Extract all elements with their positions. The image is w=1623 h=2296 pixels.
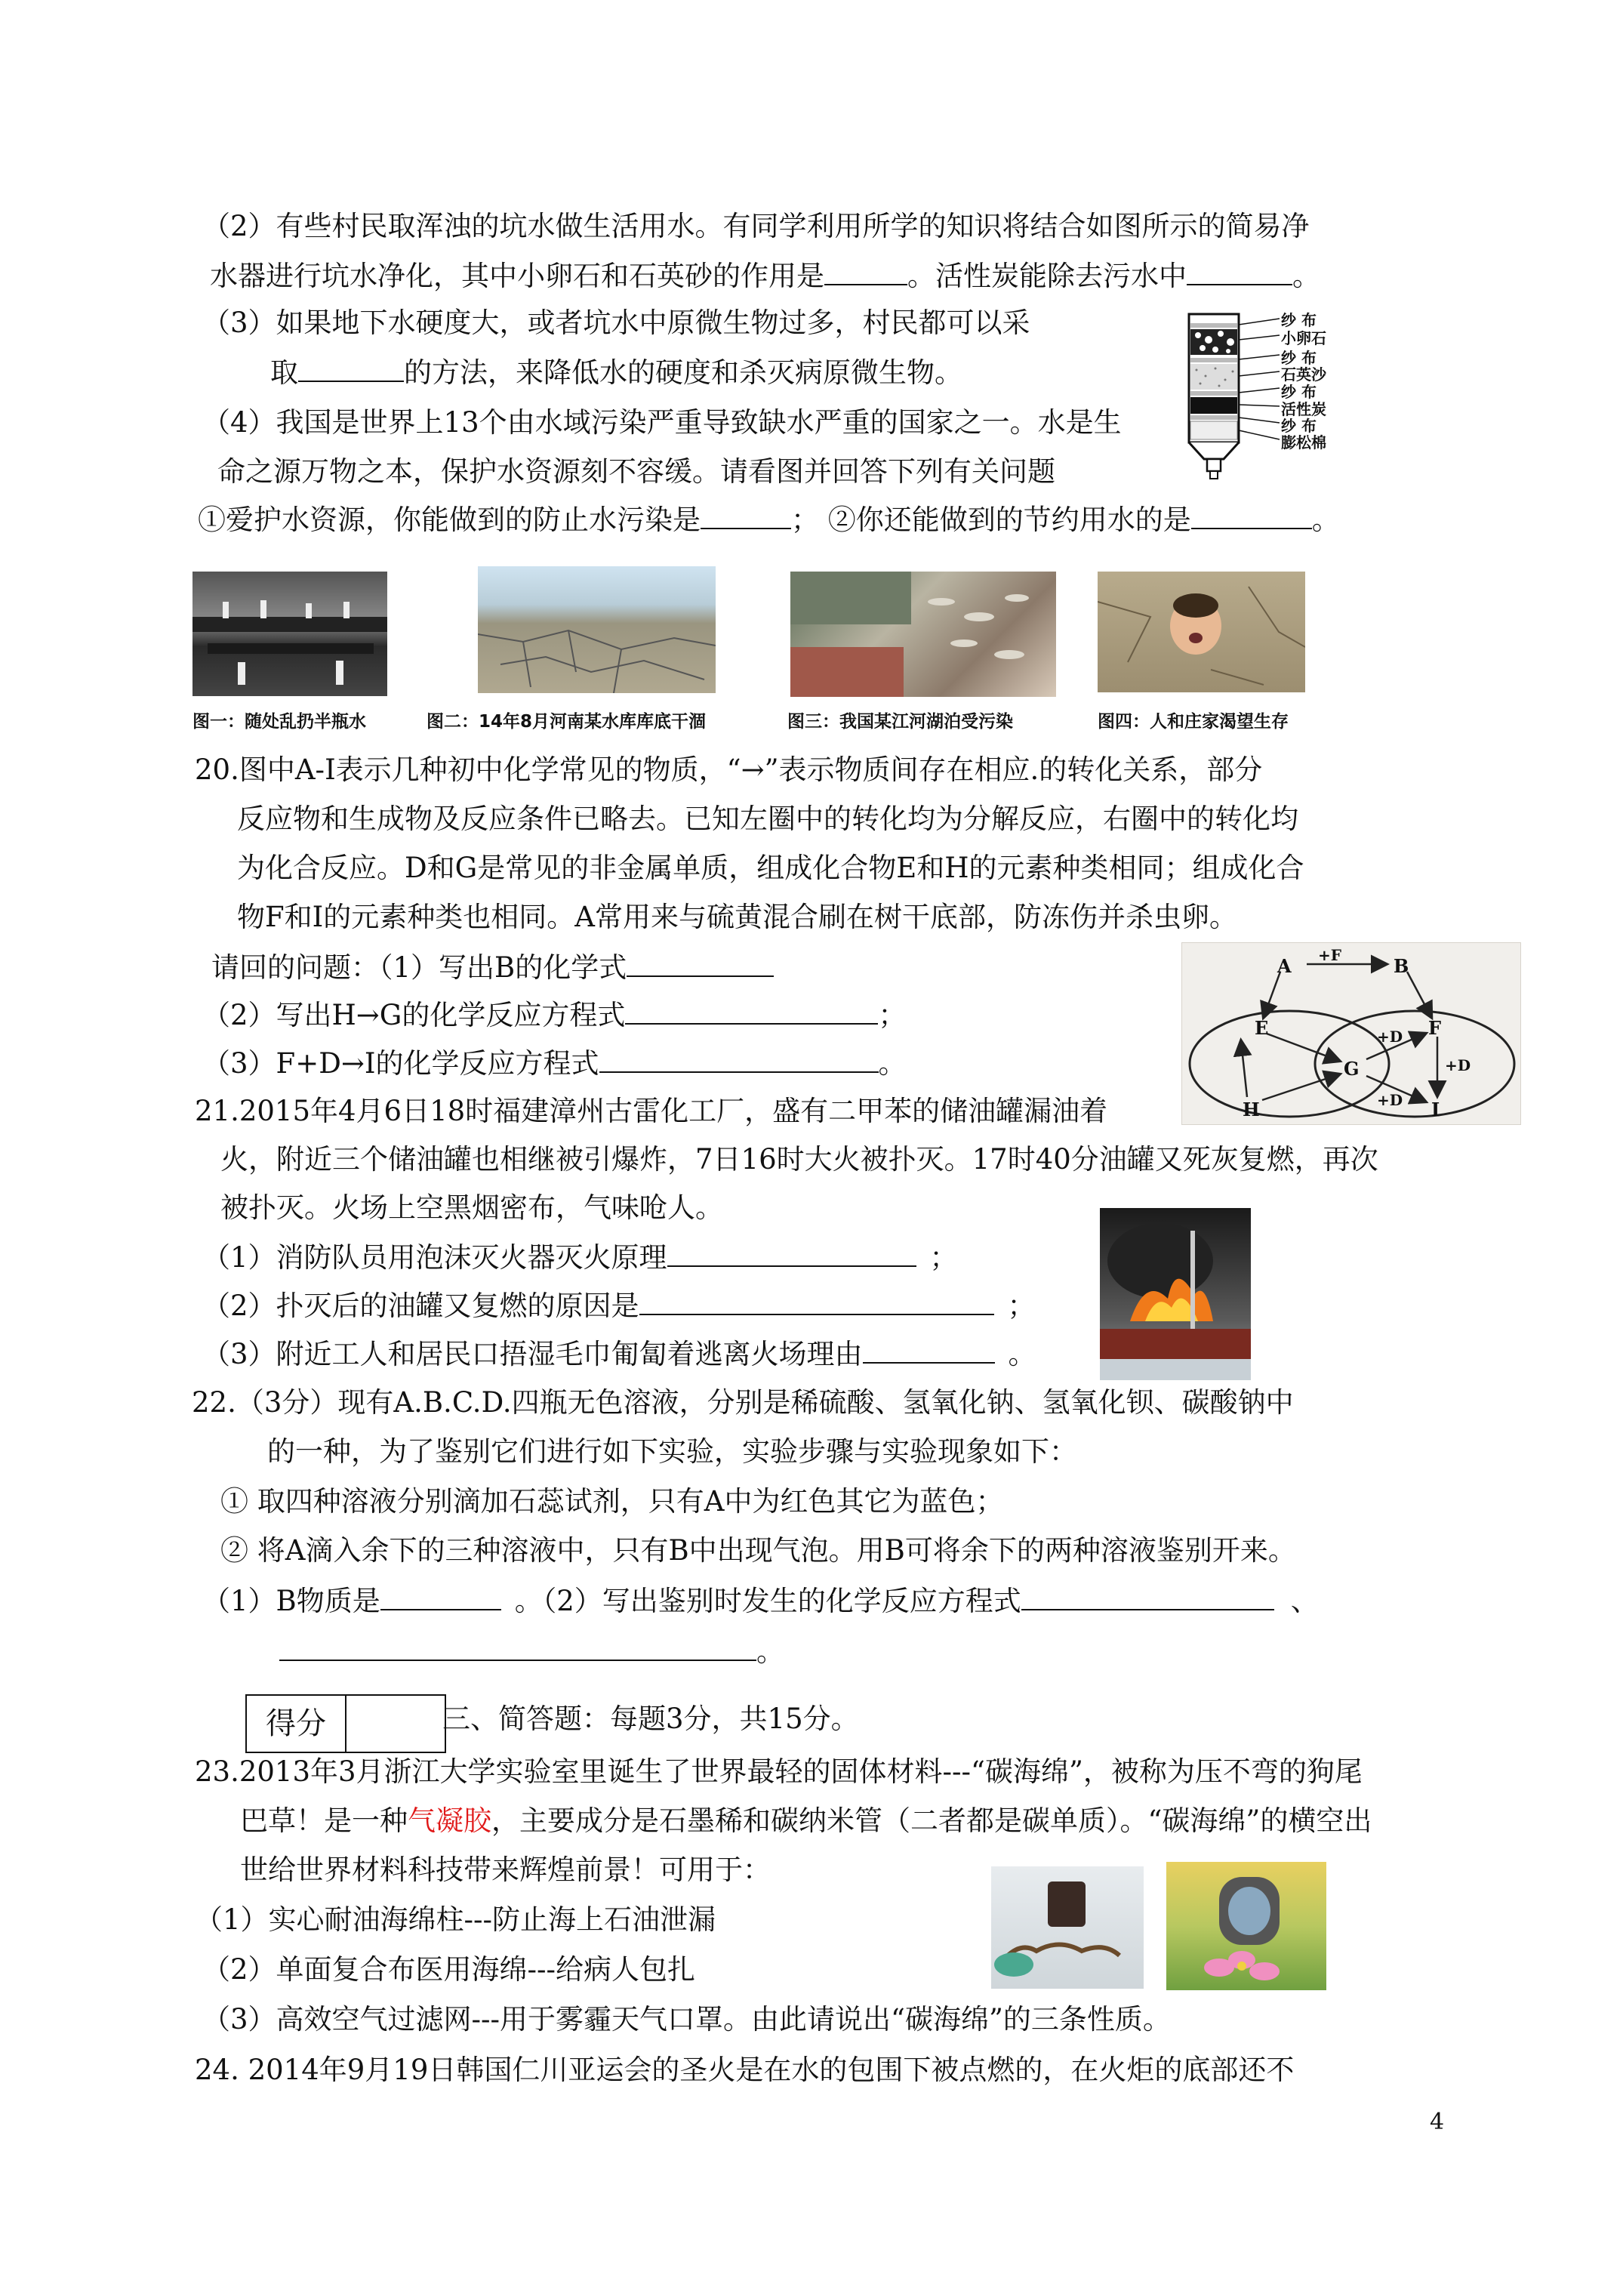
q21-line-1: 21.2015年4月6日18时福建漳州古雷化工厂，盛有二甲苯的储油罐漏油着: [195, 1095, 1108, 1127]
q21-blank-foam-principle[interactable]: [667, 1240, 916, 1267]
q23-line-4: （1）实心耐油海绵柱---防止海上石油泄漏: [195, 1903, 716, 1936]
q20-line-6: （2）写出H→G的化学反应方程式 ；: [202, 999, 907, 1031]
q19-line-2: 水器进行坑水净化，其中小卵石和石英砂的作用是 。活性炭能除去污水中 。: [210, 260, 1320, 292]
q19-line-5: （4）我国是世界上13个由水域污染严重导致缺水严重的国家之一。水是生: [202, 406, 1122, 439]
q19-blank-carbon-removes[interactable]: [1187, 258, 1292, 285]
q22-line-1: 22.（3分）现有A.B.C.D.四瓶无色溶液，分别是稀硫酸、氢氧化钠、氢氧化钡、碳酸钠中: [192, 1386, 1294, 1419]
q21-blank-escape-reason[interactable]: [863, 1336, 995, 1364]
q20-line-3: 为化合反应。D和G是常见的非金属单质，组成化合物E和H的元素种类相同；组成化合: [237, 852, 1304, 884]
diagram-node-g: G: [1344, 1058, 1360, 1080]
diagram-label-plus-f: +F: [1318, 946, 1341, 964]
diagram-node-e: E: [1255, 1017, 1269, 1039]
water-filter-drawing: [1174, 308, 1370, 482]
photo-dry-reservoir-drawing: [478, 566, 716, 693]
q19-line-3: （3）如果地下水硬度大，或者坑水中原微生物过多，村民都可以采: [202, 307, 1030, 339]
filter-label-pebbles: 小卵石: [1281, 329, 1326, 347]
q22-line-2: 的一种，为了鉴别它们进行如下实验，实验步骤与实验现象如下：: [267, 1435, 1077, 1468]
photo-oil-tank-fire-drawing: [1100, 1208, 1251, 1380]
q21-blank-reignite-reason[interactable]: [639, 1288, 994, 1315]
photo-carbon-sponge-flower-drawing: [1166, 1862, 1326, 1990]
filter-label-activated-carbon: 活性炭: [1281, 400, 1326, 418]
q23-line-6: （3）高效空气过滤网---用于雾霾天气口罩。由此请说出“碳海绵”的三条性质。: [202, 2003, 1171, 2036]
caption-photo-1: 图一：随处乱扔半瓶水: [192, 712, 366, 732]
q20-line-7: （3）F+D→I的化学反应方程式 。: [202, 1047, 907, 1080]
diagram-label-plus-d-1: +D: [1377, 1028, 1403, 1046]
q22-blank-equation-2[interactable]: [279, 1634, 756, 1661]
q20-line-5: 请回的问题：（1）写出B的化学式: [211, 950, 774, 985]
diagram-node-f: F: [1428, 1017, 1442, 1039]
photo-bottles-drawing: [192, 572, 387, 696]
q20-blank-fd-to-i-equation[interactable]: [599, 1046, 879, 1073]
filter-label-cotton: 膨松棉: [1281, 433, 1326, 451]
q19-blank-method[interactable]: [298, 355, 404, 382]
photo-carbon-sponge-on-grass: [991, 1866, 1144, 1989]
q19-blank-pebble-role[interactable]: [824, 258, 907, 285]
conversion-diagram-drawing: [1182, 943, 1520, 1124]
q23-line-2: 巴草！是一种气凝胶，主要成分是石墨稀和碳纳米管（二者都是碳单质）。“碳海绵”的横空出: [240, 1804, 1372, 1837]
photo-carbon-sponge-on-flower: [1166, 1862, 1326, 1990]
q24-line-1: 24. 2014年9月19日韩国仁川亚运会的圣火是在水的包围下被点燃的，在火炬的底部还不: [195, 2054, 1295, 2086]
q22-line-6: 。: [279, 1634, 784, 1669]
photo-carbon-sponge-drawing: [991, 1866, 1144, 1989]
photo-bottles-classroom: [192, 572, 387, 696]
diagram-label-plus-d-2: +D: [1445, 1056, 1471, 1074]
aerogel-highlight: 气凝胶: [408, 1804, 491, 1837]
q23-line-5: （2）单面复合布医用海绵---给病人包扎: [202, 1953, 696, 1986]
q22-line-3: ① 取四种溶液分别滴加石蕊试剂，只有A中为红色其它为蓝色；: [220, 1485, 1004, 1518]
q20-line-4: 物F和I的元素种类也相同。A常用来与硫黄混合刷在树干底部，防冻伤并杀虫卵。: [237, 901, 1238, 933]
q20-line-1: 20.图中A-I表示几种初中化学常见的物质，“→”表示物质间存在相应.的转化关系，部分: [195, 754, 1263, 786]
q22-line-5: （1）B物质是 。（2）写出鉴别时发生的化学反应方程式 、: [202, 1585, 1319, 1617]
q20-blank-b-formula[interactable]: [627, 950, 774, 977]
q22-blank-equation-1[interactable]: [1021, 1583, 1274, 1610]
q21-line-6: （3）附近工人和居民口捂湿毛巾匍匐着逃离火场理由 。: [202, 1338, 1036, 1370]
diagram-node-h: H: [1243, 1099, 1260, 1120]
diagram-node-b: B: [1394, 955, 1409, 977]
photo-polluted-river-drawing: [790, 572, 1056, 697]
q19-line-1: （2）有些村民取浑浊的坑水做生活用水。有同学利用所学的知识将结合如图所示的简易净: [202, 210, 1310, 242]
section3-title: 三、简答题：每题3分，共15分。: [442, 1703, 859, 1735]
page-number: 4: [1430, 2109, 1445, 2135]
water-filter-diagram: [1174, 308, 1370, 482]
filter-label-gauze-1: 纱 布: [1281, 311, 1317, 329]
q21-line-5: （2）扑灭后的油罐又复燃的原因是 ；: [202, 1290, 1036, 1322]
filter-label-gauze-3: 纱 布: [1281, 383, 1317, 401]
filter-label-quartz-sand: 石英沙: [1281, 365, 1326, 384]
photo-oil-tank-fire: [1100, 1208, 1251, 1380]
caption-photo-4: 图四：人和庄家渴望生存: [1098, 712, 1289, 732]
photo-thirsty-child-drawing: [1098, 572, 1305, 692]
q21-line-3: 被扑灭。火场上空黑烟密布，气味呛人。: [220, 1191, 723, 1224]
score-box: [245, 1694, 446, 1753]
q19-line-6: 命之源万物之本，保护水资源刻不容缓。请看图并回答下列有关问题: [217, 455, 1055, 488]
q23-line-1: 23.2013年3月浙江大学实验室里诞生了世界最轻的固体材料---“碳海绵”，被称为压不弯的狗尾: [195, 1755, 1363, 1788]
photo-dry-reservoir: [478, 566, 716, 693]
q19-line-4: 取 的方法，来降低水的硬度和杀灭病原微生物。: [270, 356, 962, 389]
diagram-label-plus-d-3: +D: [1377, 1091, 1403, 1109]
diagram-node-i: I: [1431, 1099, 1440, 1120]
q19-blank-save-water[interactable]: [1191, 502, 1312, 529]
score-label: 得分: [247, 1696, 346, 1752]
caption-photo-2: 图二：14年8月河南某水库库底干涸: [427, 712, 707, 732]
photo-thirsty-child: [1098, 572, 1305, 692]
q22-line-4: ② 将A滴入余下的三种溶液中，只有B中出现气泡。用B可将余下的两种溶液鉴别开来。: [220, 1534, 1296, 1567]
filter-label-gauze-4: 纱 布: [1281, 417, 1317, 435]
q20-blank-h-to-g-equation[interactable]: [625, 997, 878, 1025]
filter-label-gauze-2: 纱 布: [1281, 349, 1317, 367]
conversion-diagram: [1181, 942, 1521, 1125]
q23-line-3: 世给世界材料科技带来辉煌前景！可用于：: [240, 1854, 771, 1886]
q19-blank-prevent-pollution[interactable]: [701, 502, 791, 529]
q21-line-4: （1）消防队员用泡沫灭火器灭火原理 ；: [202, 1241, 958, 1274]
caption-photo-3: 图三：我国某江河湖泊受污染: [787, 712, 1013, 732]
q22-blank-b-substance[interactable]: [380, 1583, 501, 1610]
q19-line-7: ①爱护水资源，你能做到的防止水污染是 ； ②你还能做到的节约用水的是 。: [198, 504, 1340, 536]
q20-line-2: 反应物和生成物及反应条件已略去。已知左圈中的转化均为分解反应，右圈中的转化均: [237, 803, 1298, 835]
q21-line-2: 火，附近三个储油罐也相继被引爆炸，7日16时大火被扑灭。17时40分油罐又死灰复燃，再次: [220, 1143, 1378, 1176]
diagram-node-a: A: [1277, 955, 1292, 977]
photo-polluted-river: [790, 572, 1056, 697]
